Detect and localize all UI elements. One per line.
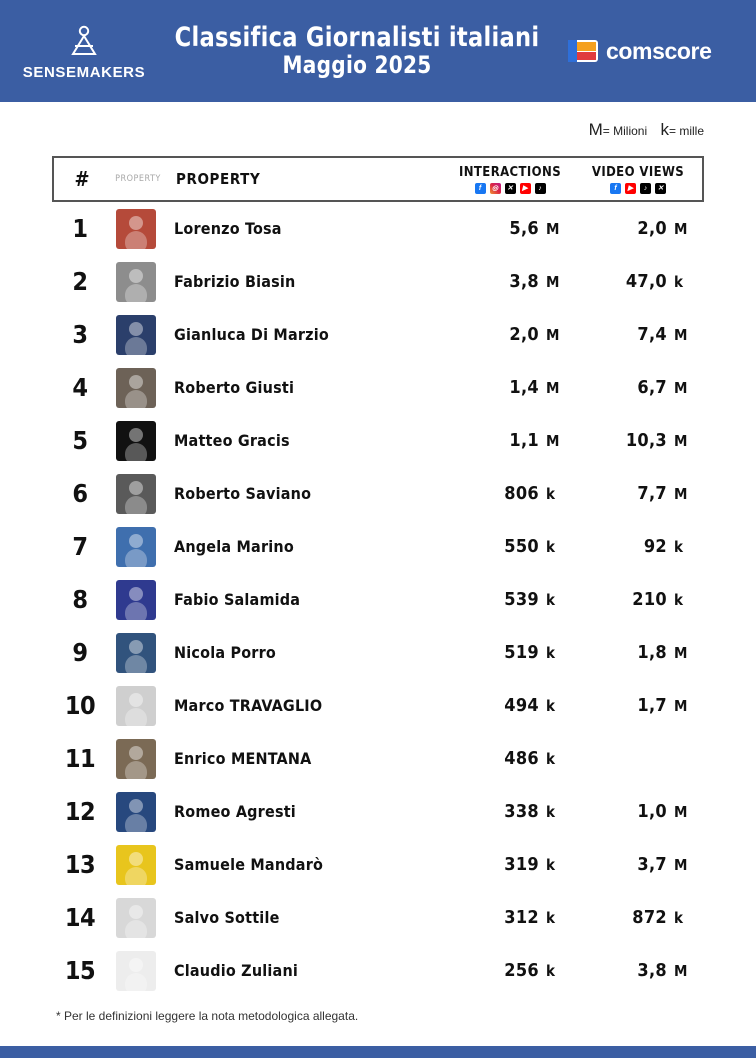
row-video-value: 3,7 [637, 854, 667, 875]
video-platform-icons [574, 183, 702, 194]
sensemakers-logo-icon [64, 22, 104, 62]
column-header-interactions [446, 165, 574, 194]
row-video-views [576, 271, 704, 292]
row-interactions [448, 324, 576, 345]
row-property-name: Matteo Gracis [174, 431, 290, 450]
row-video-value: 47,0 [625, 271, 667, 292]
video-views-label: VIDEO VIEWS [591, 164, 685, 180]
row-interactions-value: 312 [504, 907, 539, 928]
avatar [116, 739, 156, 779]
table-row [52, 891, 704, 944]
x-icon: ✕ [655, 183, 666, 194]
table-row [52, 573, 704, 626]
units-legend [0, 102, 756, 140]
row-rank: 5 [72, 426, 88, 455]
row-rank: 6 [72, 479, 88, 508]
avatar [116, 315, 156, 355]
avatar [116, 421, 156, 461]
row-property-name: Enrico MENTANA [174, 749, 312, 768]
row-video-views [576, 695, 704, 716]
row-interactions [448, 960, 576, 981]
row-thumbnail [108, 580, 164, 620]
comscore-logo [556, 0, 756, 102]
row-video-unit: M [674, 220, 688, 238]
row-rank: 3 [72, 320, 88, 349]
row-interactions-value: 539 [504, 589, 539, 610]
avatar [116, 368, 156, 408]
row-interactions [448, 801, 576, 822]
row-video-unit: k [674, 909, 683, 927]
row-interactions [448, 748, 576, 769]
row-thumbnail [108, 315, 164, 355]
row-property-name: Roberto Giusti [174, 378, 295, 397]
row-interactions-value: 519 [504, 642, 539, 663]
row-interactions-unit: M [546, 432, 560, 450]
row-interactions-unit: k [546, 909, 555, 927]
row-video-unit: M [674, 326, 688, 344]
row-thumbnail [108, 739, 164, 779]
row-video-views [576, 960, 704, 981]
table-row [52, 520, 704, 573]
row-video-views [576, 377, 704, 398]
tiktok-icon: ♪ [640, 183, 651, 194]
table-row [52, 944, 704, 997]
interactions-label: INTERACTIONS [458, 164, 562, 180]
row-property-name: Nicola Porro [174, 643, 276, 662]
column-header-rank: # [74, 167, 90, 191]
row-rank: 11 [64, 744, 96, 773]
avatar [116, 474, 156, 514]
row-interactions-unit: k [546, 750, 555, 768]
row-video-views [576, 907, 704, 928]
row-thumbnail [108, 792, 164, 832]
legend-k-letter: k [660, 120, 669, 139]
row-interactions-value: 2,0 [509, 324, 539, 345]
comscore-wordmark: comscore [606, 37, 712, 64]
legend-k-text: = mille [668, 124, 704, 138]
row-interactions [448, 695, 576, 716]
row-interactions-unit: k [546, 803, 555, 821]
row-property-name: Salvo Sottile [174, 908, 280, 927]
legend-m-text: = Milioni [602, 124, 648, 138]
row-interactions-unit: k [546, 856, 555, 874]
row-interactions-value: 1,1 [509, 430, 539, 451]
table-header-row [52, 156, 704, 202]
ranking-table [0, 156, 756, 997]
row-video-value: 3,8 [637, 960, 667, 981]
row-rank: 13 [64, 850, 96, 879]
table-row [52, 467, 704, 520]
page-header [0, 0, 756, 102]
row-interactions [448, 854, 576, 875]
row-interactions-unit: k [546, 591, 555, 609]
table-row [52, 255, 704, 308]
row-rank: 9 [72, 638, 88, 667]
table-row [52, 308, 704, 361]
avatar [116, 209, 156, 249]
instagram-icon: ◎ [490, 183, 501, 194]
row-rank: 7 [72, 532, 88, 561]
row-interactions [448, 536, 576, 557]
row-interactions [448, 218, 576, 239]
column-header-thumbnail: PROPERTY [115, 174, 161, 184]
row-thumbnail [108, 262, 164, 302]
row-video-views [576, 218, 704, 239]
row-video-unit: k [674, 538, 683, 556]
row-video-unit: M [674, 803, 688, 821]
row-video-value: 10,3 [625, 430, 667, 451]
sensemakers-logo [0, 0, 168, 102]
sensemakers-wordmark: SENSEMAKERS [22, 63, 146, 81]
row-rank: 2 [72, 267, 88, 296]
row-video-value: 1,7 [637, 695, 667, 716]
row-interactions-value: 256 [504, 960, 539, 981]
row-property-name: Claudio Zuliani [174, 961, 299, 980]
row-video-views [576, 536, 704, 557]
row-interactions [448, 589, 576, 610]
row-property-name: Angela Marino [174, 537, 294, 556]
row-interactions-unit: k [546, 538, 555, 556]
table-row [52, 202, 704, 255]
table-row [52, 626, 704, 679]
row-thumbnail [108, 633, 164, 673]
avatar [116, 792, 156, 832]
interactions-platform-icons [446, 183, 574, 194]
avatar [116, 262, 156, 302]
row-video-views [576, 324, 704, 345]
youtube-icon: ▶ [520, 183, 531, 194]
row-interactions-value: 494 [504, 695, 539, 716]
row-thumbnail [108, 686, 164, 726]
row-video-views [576, 642, 704, 663]
table-row [52, 414, 704, 467]
row-interactions [448, 377, 576, 398]
row-rank: 1 [72, 214, 88, 243]
row-property-name: Fabrizio Biasin [174, 272, 296, 291]
row-interactions-value: 5,6 [509, 218, 539, 239]
tiktok-icon: ♪ [535, 183, 546, 194]
row-interactions-unit: k [546, 962, 555, 980]
row-rank: 8 [72, 585, 88, 614]
column-header-video-views [574, 165, 702, 194]
row-rank: 15 [64, 956, 96, 985]
row-thumbnail [108, 421, 164, 461]
row-video-unit: M [674, 485, 688, 503]
row-interactions [448, 642, 576, 663]
row-interactions-value: 550 [504, 536, 539, 557]
row-interactions-value: 319 [504, 854, 539, 875]
row-thumbnail [108, 368, 164, 408]
table-row [52, 679, 704, 732]
avatar [116, 686, 156, 726]
row-video-value: 7,4 [637, 324, 667, 345]
table-row [52, 838, 704, 891]
x-icon: ✕ [505, 183, 516, 194]
facebook-icon: f [610, 183, 621, 194]
row-interactions-unit: k [546, 644, 555, 662]
row-video-views [576, 483, 704, 504]
page-title: Classifica Giornalisti italiani [174, 21, 540, 53]
row-video-unit: M [674, 379, 688, 397]
title-block [158, 23, 556, 79]
row-video-views [576, 854, 704, 875]
row-thumbnail [108, 845, 164, 885]
row-video-unit: k [674, 591, 683, 609]
table-body [52, 202, 704, 997]
avatar [116, 633, 156, 673]
table-row [52, 361, 704, 414]
facebook-icon: f [475, 183, 486, 194]
legend-m-letter: M [588, 120, 603, 139]
row-video-value: 872 [632, 907, 667, 928]
avatar [116, 951, 156, 991]
row-interactions-unit: M [546, 326, 560, 344]
row-video-unit: M [674, 644, 688, 662]
row-interactions-value: 338 [504, 801, 539, 822]
row-thumbnail [108, 951, 164, 991]
row-property-name: Fabio Salamida [174, 590, 301, 609]
row-video-value: 6,7 [637, 377, 667, 398]
row-interactions-unit: k [546, 697, 555, 715]
row-interactions [448, 483, 576, 504]
row-property-name: Gianluca Di Marzio [174, 325, 329, 344]
column-header-property: PROPERTY [176, 170, 261, 188]
row-interactions-unit: M [546, 273, 560, 291]
row-thumbnail [108, 209, 164, 249]
row-rank: 10 [64, 691, 96, 720]
row-rank: 14 [64, 903, 96, 932]
row-interactions-unit: k [546, 485, 555, 503]
row-thumbnail [108, 527, 164, 567]
row-video-value: 1,0 [637, 801, 667, 822]
row-rank: 12 [64, 797, 96, 826]
row-interactions [448, 907, 576, 928]
row-video-views [576, 430, 704, 451]
row-video-unit: M [674, 697, 688, 715]
row-rank: 4 [72, 373, 88, 402]
footnote: * Per le definizioni leggere la nota metodologica allegata. [56, 1009, 359, 1023]
row-property-name: Lorenzo Tosa [174, 219, 282, 238]
row-interactions-value: 1,4 [509, 377, 539, 398]
row-video-value: 92 [643, 536, 667, 557]
row-video-value: 7,7 [637, 483, 667, 504]
table-row [52, 732, 704, 785]
row-video-value: 2,0 [637, 218, 667, 239]
row-video-views [576, 801, 704, 822]
row-thumbnail [108, 474, 164, 514]
avatar [116, 580, 156, 620]
row-property-name: Roberto Saviano [174, 484, 312, 503]
row-property-name: Marco TRAVAGLIO [174, 696, 323, 715]
row-video-views [576, 589, 704, 610]
row-video-unit: M [674, 432, 688, 450]
avatar [116, 527, 156, 567]
row-interactions-value: 3,8 [509, 271, 539, 292]
row-video-unit: M [674, 856, 688, 874]
row-thumbnail [108, 898, 164, 938]
bottom-bar [0, 1046, 756, 1058]
comscore-logo-icon [568, 40, 598, 62]
row-video-value: 1,8 [637, 642, 667, 663]
page-subtitle: Maggio 2025 [282, 51, 432, 80]
avatar [116, 845, 156, 885]
row-interactions-unit: M [546, 220, 560, 238]
row-interactions [448, 271, 576, 292]
row-property-name: Samuele Mandarò [174, 855, 324, 874]
avatar [116, 898, 156, 938]
row-property-name: Romeo Agresti [174, 802, 296, 821]
row-video-value: 210 [632, 589, 667, 610]
row-interactions-value: 806 [504, 483, 539, 504]
row-video-unit: k [674, 273, 683, 291]
table-row [52, 785, 704, 838]
youtube-icon: ▶ [625, 183, 636, 194]
row-interactions [448, 430, 576, 451]
row-interactions-value: 486 [504, 748, 539, 769]
row-video-unit: M [674, 962, 688, 980]
row-interactions-unit: M [546, 379, 560, 397]
